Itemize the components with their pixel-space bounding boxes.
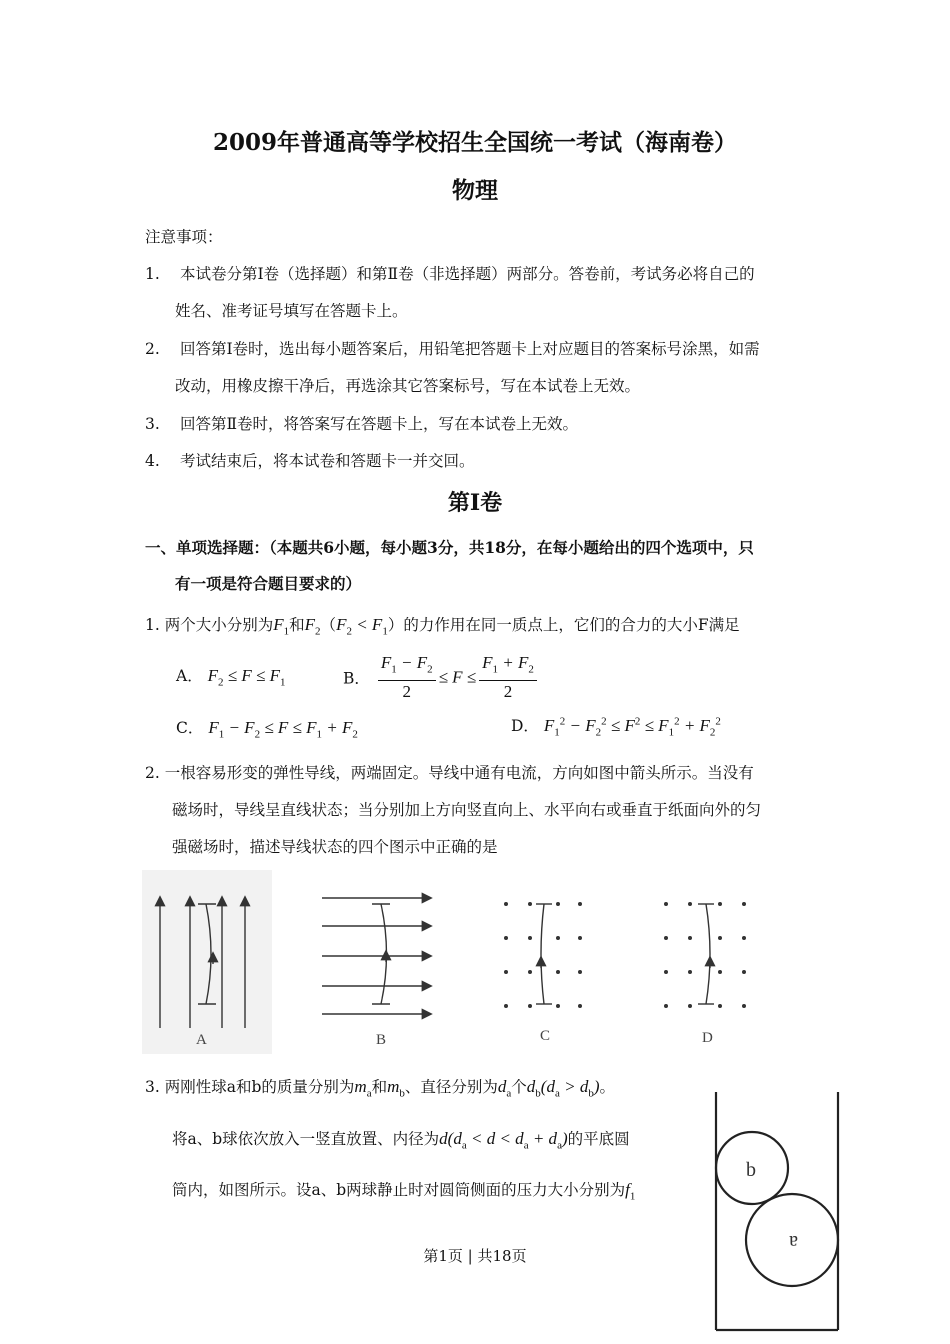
notice-item-num: 4. xyxy=(145,452,160,470)
figure-label-b: B xyxy=(376,1032,387,1048)
notice-item-num: 2. xyxy=(145,340,160,358)
section-heading: 一、单项选择题：（本题共6小题，每小题3分，共18分，在每小题给出的四个选项中，只 xyxy=(145,538,754,557)
option-label: C． xyxy=(176,719,204,737)
q2-figure xyxy=(140,868,800,1056)
notice-item-text: 本试卷分第Ⅰ卷（选择题）和第Ⅱ卷（非选择题）两部分。答卷前，考试务必将自己的 xyxy=(179,265,755,283)
q1-option-b[interactable]: B． $\frac{F_1 - F_2}{2}$ ≤ F ≤ $\frac{F_1 + F_2}{2}$ xyxy=(343,652,540,703)
notice-item-1 xyxy=(145,262,755,284)
math-f1: $f_1$ xyxy=(625,1180,636,1203)
math-F1: $F_1$ xyxy=(273,615,290,638)
figure-label-c: C xyxy=(540,1028,551,1044)
question-text: ）的力作用在同一质点上，它们的合力的大小F满足 xyxy=(387,616,740,634)
section-heading-cont: 有一项是符合题目要求的） xyxy=(175,574,362,593)
figure-d xyxy=(664,902,746,1008)
notice-item-3 xyxy=(145,412,578,434)
notice-item-text: 回答第Ⅰ卷时，选出每小题答案后，用铅笔把答题卡上对应题目的答案标号涂黑，如需 xyxy=(179,340,760,358)
subject-title: 物理 xyxy=(452,177,498,204)
question-text: 筒内，如图所示。设a、b两球静止时对圆筒侧面的压力大小分别为 xyxy=(172,1181,626,1199)
question-text: 将a、b球依次放入一竖直放置、内径为 xyxy=(172,1130,440,1148)
option-label: A． xyxy=(176,667,203,685)
math-d-range: $d(d_a < d < d_a + d_a)$ xyxy=(439,1129,568,1152)
page-footer: 第1页 | 共18页 xyxy=(423,1247,527,1265)
option-formula-frac-left: $\frac{F_1 - F_2}{2}$ xyxy=(378,652,436,703)
question-text: 两个大小分别为 xyxy=(164,616,274,634)
section-title: 第Ⅰ卷 xyxy=(447,490,503,516)
ball-a-label: a xyxy=(789,1231,798,1253)
notice-item-text: 回答第Ⅱ卷时，将答案写在答题卡上，写在本试卷上无效。 xyxy=(179,415,578,433)
question-3: 3. 两刚性球a和b的质量分别为$m_a$和$m_b$、直径分别为$d_a$个$d_b(d_a > d_b)$。 xyxy=(145,1077,616,1100)
q3-figure xyxy=(708,1088,846,1344)
notice-item-text: 考试结束后，将本试卷和答题卡一并交回。 xyxy=(179,452,475,470)
math-ma: $m_a$ xyxy=(354,1077,372,1100)
question-number: 2. xyxy=(145,764,160,782)
exam-title: 2009年普通高等学校招生全国统一考试（海南卷） xyxy=(212,129,737,156)
question-text: 一根容易形变的弹性导线，两端固定。导线中通有电流，方向如图中箭头所示。当没有 xyxy=(164,764,754,782)
question-text: 的平底圆 xyxy=(567,1130,630,1148)
q1-option-d[interactable] xyxy=(511,714,721,738)
math-da: $d_a$ xyxy=(497,1077,512,1100)
figure-b xyxy=(322,898,430,1014)
notice-item-4 xyxy=(145,449,474,471)
option-formula: $F_2 \le F \le F_1$ xyxy=(207,666,286,689)
notice-item-1-cont: 姓名、准考证号填写在答题卡上。 xyxy=(175,302,408,320)
option-label: D． xyxy=(511,717,539,735)
notice-heading: 注意事项： xyxy=(145,228,223,246)
math-condition: $F_2 < F_1$ xyxy=(336,615,388,638)
option-formula: $F_1 - F_2 \le F \le F_1 + F_2$ xyxy=(208,718,358,741)
question-text: 两刚性球a和b的质量分别为 xyxy=(164,1078,355,1096)
question-3-cont-1 xyxy=(172,1127,630,1151)
option-formula: $F_1^2 - F_2^2 \le F^2 \le F_1^2 + F_2^2$ xyxy=(543,715,721,739)
figure-a-background xyxy=(142,870,272,1054)
question-text: 个 xyxy=(511,1078,527,1096)
question-1 xyxy=(145,613,740,637)
figure-label-d: D xyxy=(702,1030,713,1046)
question-number: 1. xyxy=(145,616,160,634)
option-formula-frac-right: $\frac{F_1 + F_2}{2}$ xyxy=(479,652,537,703)
question-number: 3. xyxy=(145,1078,160,1096)
question-2-cont-1: 磁场时，导线呈直线状态；当分别加上方向竖直向上、水平向右或垂直于纸面向外的匀 xyxy=(172,801,762,819)
q1-option-c[interactable] xyxy=(176,716,358,740)
q1-option-a[interactable] xyxy=(176,664,285,688)
ball-b-label: b xyxy=(746,1159,756,1181)
figure-label-a: A xyxy=(196,1032,207,1048)
question-text: 和 xyxy=(371,1078,388,1096)
question-2 xyxy=(145,761,754,783)
math-mb: $m_b$ xyxy=(387,1077,405,1100)
option-label: B． xyxy=(343,669,370,688)
question-3-cont-2 xyxy=(172,1178,635,1202)
question-text: 和 xyxy=(289,616,305,634)
notice-item-2-cont: 改动，用橡皮擦干净后，再选涂其它答案标号，写在本试卷上无效。 xyxy=(175,377,641,395)
notice-item-2 xyxy=(145,337,760,359)
math-F2: $F_2$ xyxy=(304,615,321,638)
question-text: 、直径分别为 xyxy=(404,1078,498,1096)
notice-item-num: 3. xyxy=(145,415,160,433)
question-2-cont-2: 强磁场时，描述导线状态的四个图示中正确的是 xyxy=(172,838,498,856)
notice-item-num: 1. xyxy=(145,265,160,283)
math-db: $d_b(d_a > d_b)$ xyxy=(526,1077,600,1100)
question-text: （ xyxy=(320,616,337,634)
